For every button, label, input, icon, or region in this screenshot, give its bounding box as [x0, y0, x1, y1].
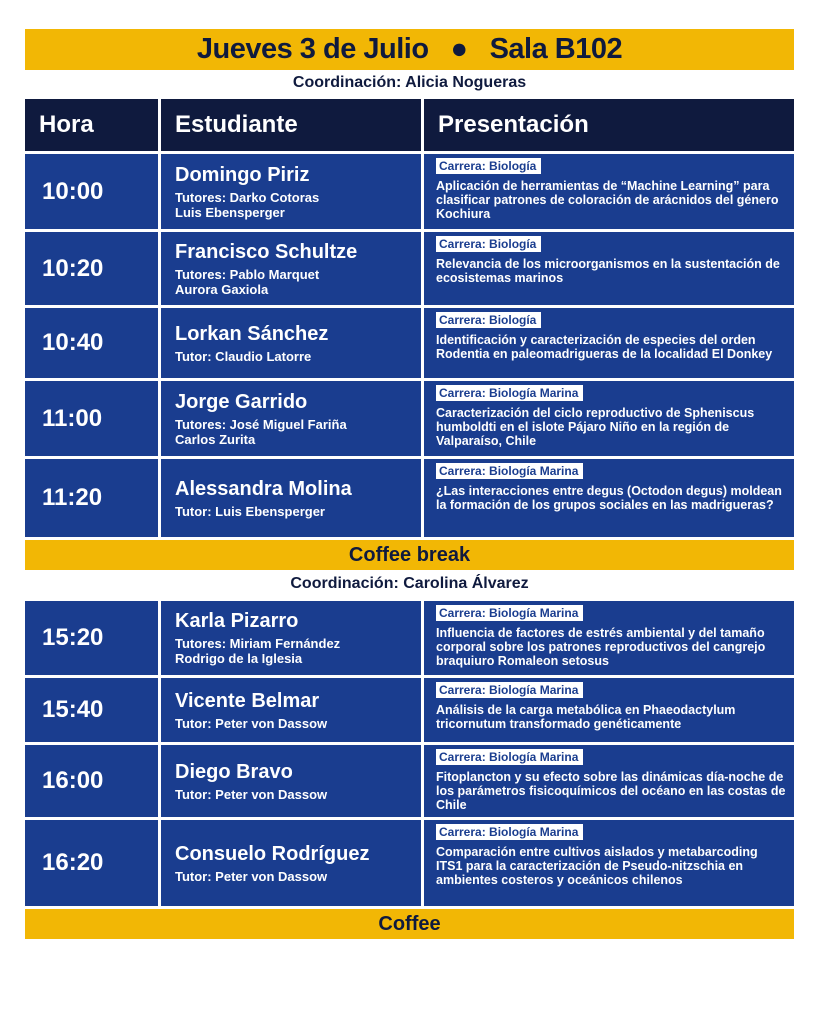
student-cell — [161, 745, 421, 817]
presentation-title: Relevancia de los microorganismos en la sustentación de ecosistemas marinos — [436, 257, 780, 285]
student-cell — [161, 459, 421, 537]
student-name: Vicente Belmar — [175, 689, 320, 712]
time-cell: 10:40 — [25, 308, 158, 378]
time-cell: 10:00 — [25, 154, 158, 229]
student-tutor: Tutor: Peter von Dassow — [175, 868, 328, 884]
student-tutor: Tutores: Miriam Fernández — [175, 636, 341, 651]
student-name: Karla Pizarro — [175, 610, 299, 632]
schedule-table-session-1 — [22, 96, 797, 540]
table-row — [25, 232, 794, 305]
student-name: Diego Bravo — [175, 760, 293, 783]
table-row — [25, 601, 794, 675]
presentation-title: Comparación entre cultivos aislados y metabarcoding ITS1 para la caracterización de Pseudo-nitzschia en ambientes costeros y oceánicos chilenos — [436, 845, 758, 887]
room-label: Sala B102 — [489, 33, 623, 65]
presentation-title: Identificación y caracterización de especies del orden Rodentia en paleomadrigueras de la localidad El Donkey — [436, 333, 773, 361]
presentation-cell — [424, 459, 794, 537]
student-name: Domingo Piriz — [175, 163, 310, 186]
student-tutor: Tutor: Claudio Latorre — [175, 348, 312, 364]
presentation-cell — [424, 381, 794, 456]
time-cell: 15:20 — [25, 601, 158, 675]
page-title — [25, 29, 794, 70]
career-badge: Carrera: Biología Marina — [436, 605, 583, 621]
student-name: Francisco Schultze — [175, 240, 358, 263]
coffee-bar: Coffee — [25, 909, 794, 939]
presentation-cell — [424, 678, 794, 742]
student-name: Jorge Garrido — [175, 390, 308, 413]
presentation-title: Fitoplancton y su efecto sobre las dinámicas día-noche de los parámetros fisicoquímicos del océano en las costas de Chile — [436, 770, 786, 812]
student-cell — [161, 232, 421, 305]
student-tutor: Tutores: José Miguel Fariña — [175, 416, 347, 432]
student-tutor: Luis Ebensperger — [175, 204, 285, 220]
table-row — [25, 820, 794, 906]
student-tutor: Rodrigo de la Iglesia — [175, 651, 303, 666]
day-label: Jueves 3 de Julio — [196, 33, 429, 65]
student-tutor: Tutores: Darko Cotoras — [175, 189, 320, 205]
career-badge: Carrera: Biología Marina — [436, 463, 583, 479]
career-badge: Carrera: Biología — [436, 312, 541, 328]
table-row — [25, 459, 794, 537]
presentation-title: Aplicación de herramientas de “Machine Learning” para clasificar patrones de coloración de arácnidos del género Kochiura — [436, 179, 779, 221]
column-header-hora: Hora — [25, 99, 158, 151]
column-header-presentacion: Presentación — [424, 99, 794, 151]
table-row — [25, 745, 794, 817]
time-cell: 15:40 — [25, 678, 158, 742]
student-cell — [161, 820, 421, 906]
student-cell — [161, 601, 421, 675]
student-cell — [161, 154, 421, 229]
presentation-title: Análisis de la carga metabólica en Phaeodactylum tricornutum transformado genéticamente — [436, 703, 736, 731]
time-cell: 11:20 — [25, 459, 158, 537]
coordination-session-2: Coordinación: Carolina Álvarez — [290, 575, 529, 592]
career-badge: Carrera: Biología — [436, 158, 541, 174]
separator-dot-icon: ● — [450, 33, 468, 65]
student-name: Consuelo Rodríguez — [175, 842, 370, 865]
table-header-row — [25, 99, 794, 151]
student-name: Lorkan Sánchez — [175, 322, 329, 345]
presentation-cell — [424, 154, 794, 229]
presentation-title: Caracterización del ciclo reproductivo de Spheniscus humboldti en el islote Pájaro Niño en la región de Valparaíso, Chile — [436, 406, 755, 448]
student-tutor: Tutor: Peter von Dassow — [175, 786, 328, 802]
table-row — [25, 678, 794, 742]
presentation-cell — [424, 745, 794, 817]
column-header-estudiante: Estudiante — [161, 99, 421, 151]
table-row — [25, 154, 794, 229]
presentation-title: Influencia de factores de estrés ambiental y del tamaño corporal sobre los patrones reproductivos del cangrejo braquiuro Romaleon setosus — [436, 626, 766, 668]
student-tutor: Carlos Zurita — [175, 431, 256, 447]
presentation-cell — [424, 820, 794, 906]
student-tutor: Aurora Gaxiola — [175, 281, 269, 297]
student-cell — [161, 308, 421, 378]
time-cell: 10:20 — [25, 232, 158, 305]
career-badge: Carrera: Biología Marina — [436, 824, 583, 840]
career-badge: Carrera: Biología Marina — [436, 385, 583, 401]
time-cell: 11:00 — [25, 381, 158, 456]
coffee-break-bar: Coffee break — [25, 540, 794, 570]
presentation-cell — [424, 601, 794, 675]
student-tutor: Tutor: Peter von Dassow — [175, 715, 328, 731]
schedule — [25, 29, 794, 939]
career-badge: Carrera: Biología Marina — [436, 749, 583, 765]
career-badge: Carrera: Biología — [436, 236, 541, 252]
student-tutor: Tutor: Luis Ebensperger — [175, 503, 325, 519]
time-cell: 16:20 — [25, 820, 158, 906]
career-badge: Carrera: Biología Marina — [436, 682, 583, 698]
presentation-cell — [424, 308, 794, 378]
student-cell — [161, 381, 421, 456]
table-row — [25, 381, 794, 456]
student-tutor: Tutores: Pablo Marquet — [175, 266, 320, 282]
coordination-session-1: Coordinación: Alicia Nogueras — [292, 74, 527, 91]
presentation-cell — [424, 232, 794, 305]
table-row — [25, 308, 794, 378]
student-name: Alessandra Molina — [175, 477, 352, 500]
time-cell: 16:00 — [25, 745, 158, 817]
schedule-table-session-2 — [22, 598, 797, 909]
student-cell — [161, 678, 421, 742]
presentation-title: ¿Las interacciones entre degus (Octodon degus) moldean la formación de los grupos sociales en las madrigueras? — [436, 484, 782, 512]
